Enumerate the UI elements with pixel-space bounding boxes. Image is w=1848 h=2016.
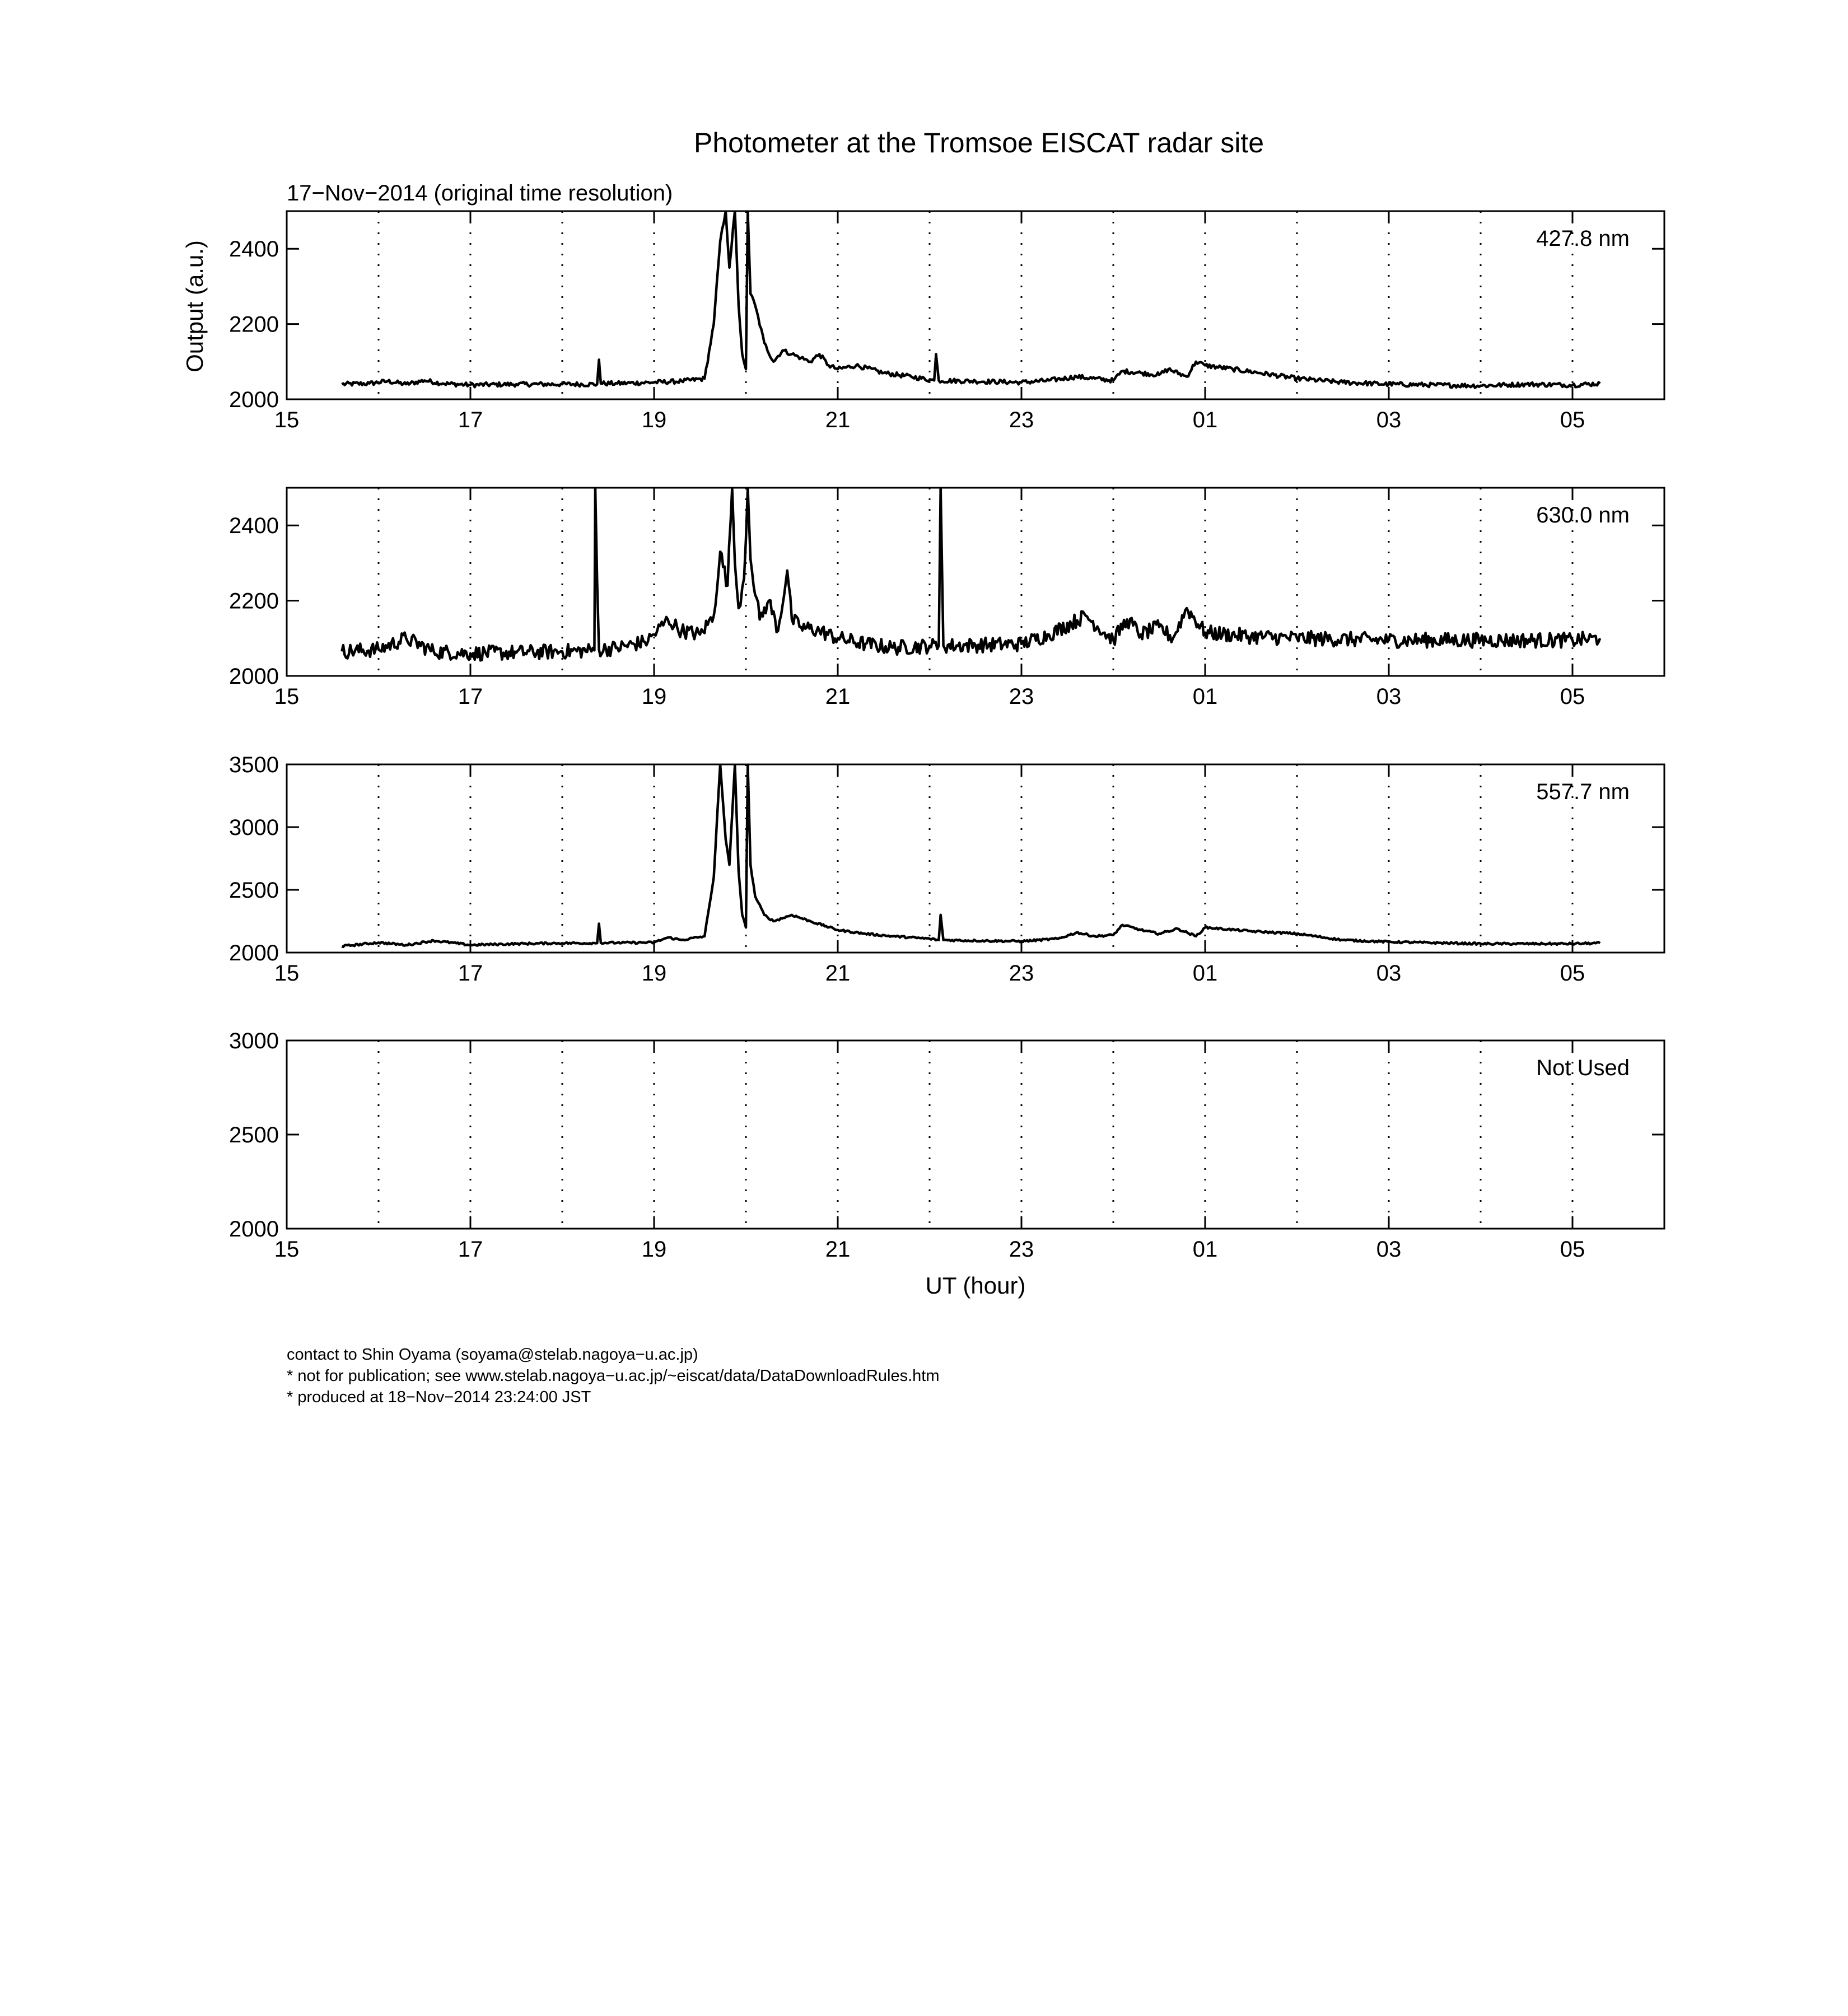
panel-label: 630.0 nm [1536,503,1630,528]
x-tick-label: 21 [825,1237,851,1262]
x-tick-label: 03 [1376,684,1402,709]
y-tick-label: 2000 [229,388,279,412]
x-tick-label: 19 [641,684,667,709]
x-tick-label: 15 [274,408,300,432]
figure-title: Photometer at the Tromsoe EISCAT radar site [693,127,1264,158]
footer-notice: * not for publication; see www.stelab.nagoya−u.ac.jp/~eiscat/data/DataDownloadRules.htm [287,1367,940,1385]
x-axis-label: UT (hour) [925,1272,1026,1299]
x-tick-label: 17 [458,408,483,432]
x-tick-label: 15 [274,684,300,709]
x-tick-label: 23 [1009,961,1034,986]
footer-produced: * produced at 18−Nov−2014 23:24:00 JST [287,1388,591,1406]
x-tick-label: 01 [1192,961,1218,986]
panel-1 [229,211,1664,432]
x-tick-label: 01 [1192,408,1218,432]
footer-notes [287,1344,940,1408]
x-tick-label: 17 [458,961,483,986]
y-tick-label: 3500 [229,753,279,777]
axes-box [287,211,1664,399]
x-tick-label: 21 [825,684,851,709]
figure-subtitle: 17−Nov−2014 (original time resolution) [287,181,673,206]
y-tick-label: 3000 [229,815,279,840]
y-tick-label: 3000 [229,1029,279,1053]
x-tick-label: 21 [825,961,851,986]
x-tick-label: 03 [1376,408,1402,432]
x-tick-label: 15 [274,961,300,986]
panel-label: 557.7 nm [1536,780,1630,804]
panel-label: 427.8 nm [1536,226,1630,251]
panel-label: Not Used [1536,1056,1630,1080]
axes-box [287,1040,1664,1229]
panel-4 [229,1029,1664,1262]
x-tick-label: 17 [458,1237,483,1262]
x-tick-label: 19 [641,1237,667,1262]
axes-box [287,764,1664,953]
x-tick-label: 05 [1560,1237,1585,1262]
x-tick-label: 23 [1009,684,1034,709]
y-tick-label: 2000 [229,664,279,689]
x-tick-label: 03 [1376,1237,1402,1262]
x-tick-label: 21 [825,408,851,432]
x-tick-label: 19 [641,961,667,986]
panel-2 [229,488,1664,709]
series-line-1 [342,211,1600,388]
x-tick-label: 05 [1560,684,1585,709]
y-tick-label: 2200 [229,589,279,614]
x-tick-label: 01 [1192,684,1218,709]
y-tick-label: 2000 [229,1217,279,1242]
x-tick-label: 05 [1560,408,1585,432]
y-tick-label: 2500 [229,878,279,903]
panel-3 [229,753,1664,986]
x-tick-label: 15 [274,1237,300,1262]
x-tick-label: 23 [1009,408,1034,432]
y-tick-label: 2400 [229,514,279,539]
x-tick-label: 03 [1376,961,1402,986]
y-tick-label: 2000 [229,941,279,965]
x-tick-label: 05 [1560,961,1585,986]
series-line-1 [342,764,1600,947]
y-tick-label: 2400 [229,237,279,262]
x-tick-label: 17 [458,684,483,709]
y-tick-label: 2200 [229,312,279,337]
x-tick-label: 23 [1009,1237,1034,1262]
footer-contact: contact to Shin Oyama (soyama@stelab.nagoya−u.ac.jp) [287,1346,698,1364]
series-line-1 [342,488,1600,660]
x-tick-label: 19 [641,408,667,432]
panels-group [229,211,1664,1262]
y-tick-label: 2500 [229,1123,279,1147]
x-tick-label: 01 [1192,1237,1218,1262]
y-axis-label: Output (a.u.) [181,240,208,372]
